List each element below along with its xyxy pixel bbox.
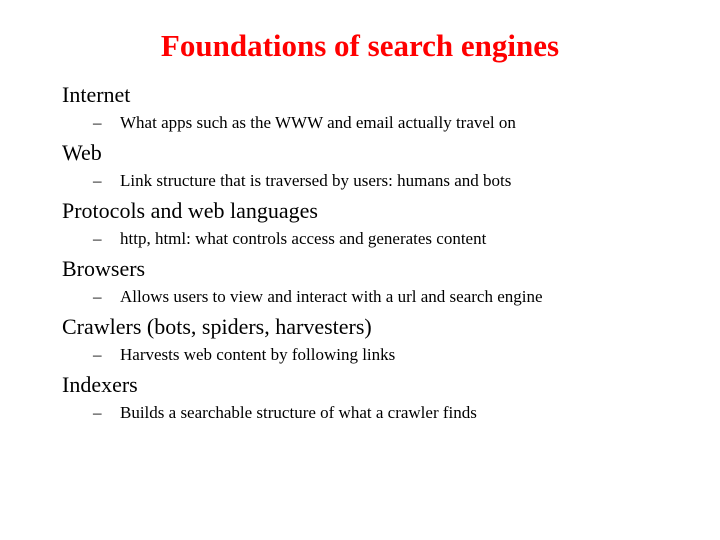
sub-point-text: Allows users to view and interact with a url and search engine <box>120 287 543 306</box>
topic-protocols <box>62 196 702 254</box>
sub-point <box>93 285 543 309</box>
sub-point <box>93 227 486 251</box>
topic-browsers <box>62 254 702 312</box>
topic-label: Web <box>62 140 102 165</box>
dash-marker: – <box>93 113 102 132</box>
sub-point-text: Link structure that is traversed by users: humans and bots <box>120 171 512 190</box>
topic-crawlers <box>62 312 702 370</box>
topic-internet <box>62 80 702 138</box>
topic-label: Browsers <box>62 256 146 281</box>
sub-point <box>93 169 511 193</box>
dash-marker: – <box>93 229 102 248</box>
dash-marker: – <box>93 403 102 422</box>
dash-marker: – <box>93 171 102 190</box>
sub-point <box>93 111 516 135</box>
topic-label: Protocols and web languages <box>62 198 318 223</box>
topic-indexers <box>62 370 702 428</box>
topic-label: Crawlers (bots, spiders, harvesters) <box>62 314 372 339</box>
bullet-list <box>62 80 702 428</box>
sub-point-text: http, html: what controls access and generates content <box>120 229 487 248</box>
topic-label: Internet <box>62 82 131 107</box>
sub-point-text: What apps such as the WWW and email actually travel on <box>120 113 516 132</box>
dash-marker: – <box>93 287 102 306</box>
sub-point-text: Harvests web content by following links <box>120 345 396 364</box>
sub-point <box>93 401 477 425</box>
slide-title: Foundations of search engines <box>160 28 560 63</box>
topic-web <box>62 138 702 196</box>
sub-point <box>93 343 395 367</box>
dash-marker: – <box>93 345 102 364</box>
topic-label: Indexers <box>62 372 138 397</box>
sub-point-text: Builds a searchable structure of what a crawler finds <box>120 403 477 422</box>
